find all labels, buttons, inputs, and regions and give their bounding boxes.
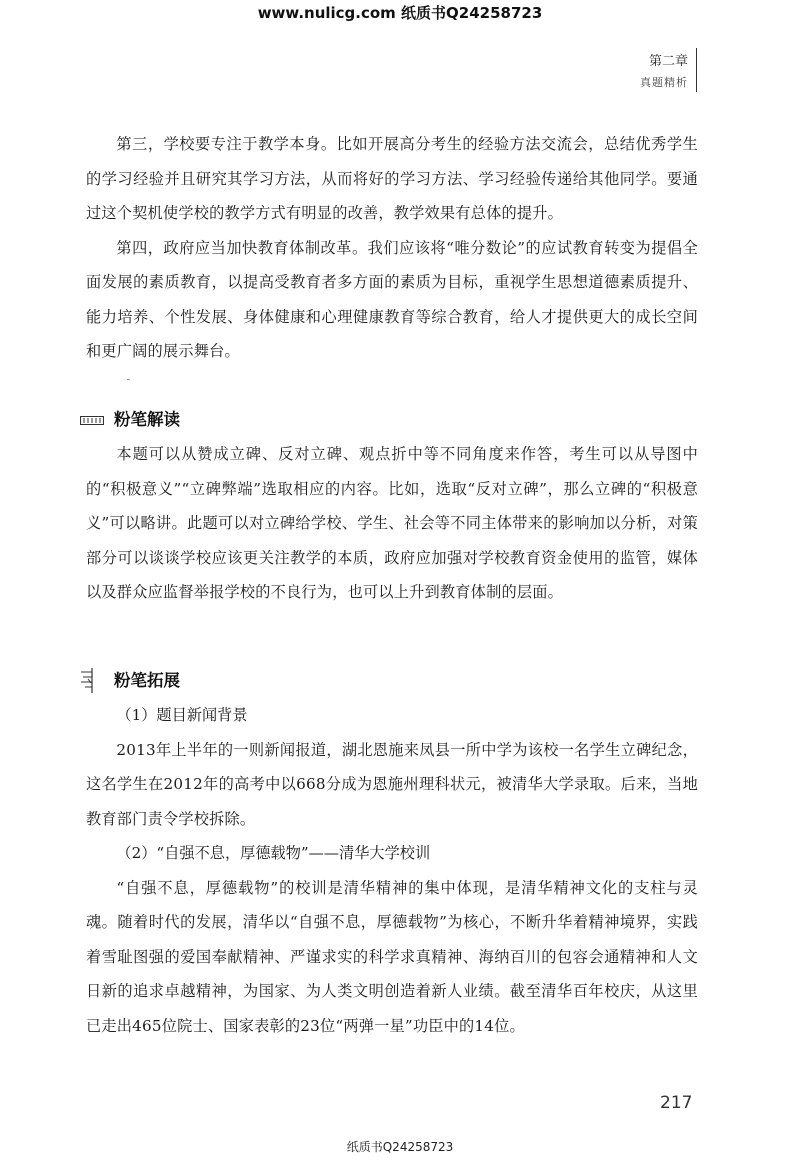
chapter-number: 第二章 bbox=[648, 54, 688, 69]
paragraph-third-point: 第三，学校要专注于教学本身。比如开展高分考生的经验方法交流会，总结优秀学生的学习经验并且研究其学习方法，从而将好的学习方法、学习经验传递给其他同学。要通过这个契机使学校的教学方式有明显的改善，教学效果有总体的提升。 bbox=[86, 135, 698, 222]
section-title-extension: 粉笔拓展 bbox=[114, 671, 180, 690]
section-title-interpretation: 粉笔解读 bbox=[114, 410, 180, 429]
paragraph-fourth-point: 第四，政府应当加快教育体制改革。我们应该将“唯分数论”的应试教育转变为提倡全面发展的素质教育，以提高受教育者多方面的素质为目标，重视学生思想道德素质提升、能力培养、个性发展、身体健康和心理健康教育等综合教育，给人才提供更大的成长空间和更广阔的展示舞台。 bbox=[86, 238, 698, 360]
running-header bbox=[640, 50, 688, 90]
news-background-paragraph: 2013年上半年的一则新闻报道，湖北恩施来凤县一所中学为该校一名学生立碑纪念，这名学生在2012年的高考中以668分成为恩施州理科状元，被清华大学录取。后来，当地教育部门责令学校拆除。 bbox=[86, 740, 698, 828]
section-interpretation bbox=[86, 403, 698, 610]
chapter-title: 真题精析 bbox=[640, 76, 688, 89]
subheading-news-background: （1）题目新闻背景 bbox=[116, 706, 248, 724]
interpretation-paragraph: 本题可以从赞成立碑、反对立碑、观点折中等不同角度来作答，考生可以从导图中的“积极意义”“立碑弊端”选取相应的内容。比如，选取“反对立碑”，那么立碑的“积极意义”可以略讲。此题可以对立碑给学校、学生、社会等不同主体带来的影响加以分析，对策部分可以谈谈学校应该更关注教学的本质，政府应加强对学校教育资金使用的监管，媒体以及群众应监督举报学校的不良行为，也可以上升到教育体制的层面。 bbox=[86, 445, 698, 601]
answer-continuation bbox=[86, 127, 698, 369]
school-motto-paragraph: “自强不息，厚德载物”的校训是清华精神的集中体现，是清华精神文化的支柱与灵魂。随着时代的发展，清华以“自强不息，厚德载物”为核心，不断升华着精神境界，实践着雪耻图强的爱国奉献精神、严谨求实的科学求真精神、海纳百川的包容会通精神和人文日新的追求卓越精神，为国家、为人类文明创造着新人业绩。截至清华百年校庆，从这里已走出465位院士、国家表彰的23位“两弹一星”功臣中的14位。 bbox=[86, 878, 698, 1035]
print-speck bbox=[127, 379, 130, 380]
subheading-school-motto: （2）“自强不息，厚德载物”——清华大学校训 bbox=[116, 844, 431, 862]
section-heading-extension bbox=[86, 664, 698, 698]
watermark-bottom: 纸质书Q24258723 bbox=[346, 1140, 454, 1154]
section-marker-icon bbox=[80, 416, 104, 425]
page-number: 217 bbox=[660, 1093, 693, 1113]
section-heading-interpretation bbox=[86, 403, 698, 437]
section-extension bbox=[86, 664, 698, 1043]
watermark-top: www.nulicg.com 纸质书Q24258723 bbox=[257, 4, 543, 22]
section-flag-icon bbox=[78, 666, 96, 694]
header-divider bbox=[696, 48, 697, 92]
